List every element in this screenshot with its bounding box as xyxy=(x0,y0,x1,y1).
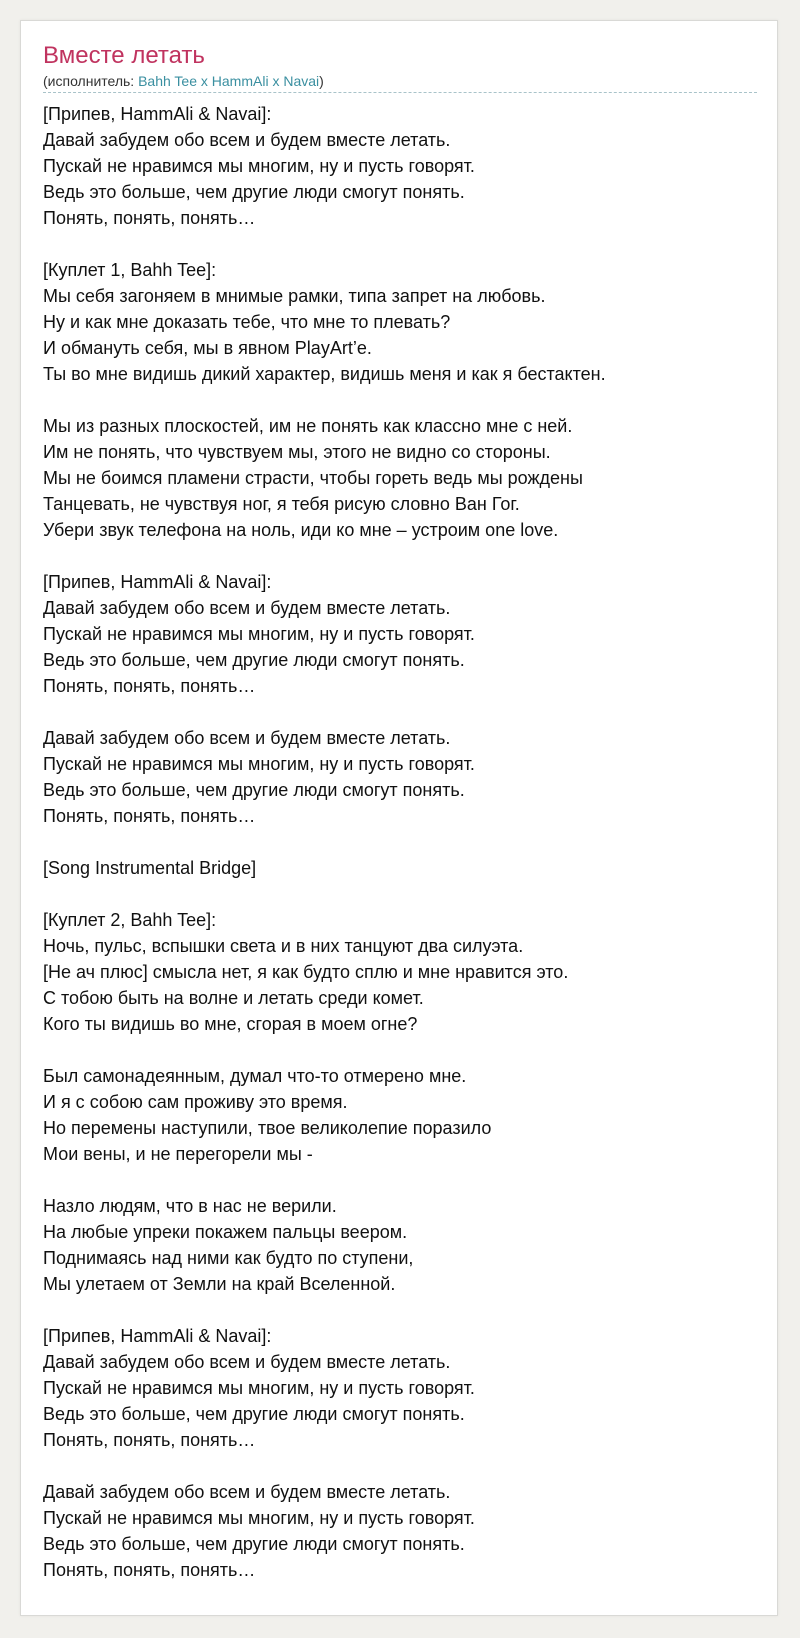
lyrics-line: На любые упреки покажем пальцы веером. xyxy=(43,1222,408,1242)
lyrics-stanza xyxy=(43,1193,757,1297)
lyrics-line: [Куплет 2, Bahh Tee]: xyxy=(43,910,217,930)
lyrics-line: Убери звук телефона на ноль, иди ко мне – устроим one love. xyxy=(43,520,559,540)
lyrics-line: Ведь это больше, чем другие люди смогут понять. xyxy=(43,780,465,800)
lyrics-line: С тобою быть на волне и летать среди комет. xyxy=(43,988,424,1008)
lyrics-stanza xyxy=(43,1063,757,1167)
lyrics-line: Им не понять, что чувствуем мы, этого не видно со стороны. xyxy=(43,442,551,462)
lyrics-line: [Припев, HammAli & Navai]: xyxy=(43,104,272,124)
lyrics-line: И обмануть себя, мы в явном PlayArt’e. xyxy=(43,338,372,358)
lyrics-line: Давай забудем обо всем и будем вместе летать. xyxy=(43,1482,451,1502)
lyrics-line: Мы себя загоняем в мнимые рамки, типа запрет на любовь. xyxy=(43,286,546,306)
lyrics-stanza xyxy=(43,413,757,543)
lyrics-line: [Припев, HammAli & Navai]: xyxy=(43,1326,272,1346)
lyrics-body xyxy=(43,101,757,1583)
lyrics-stanza xyxy=(43,855,757,881)
artist-prefix: (исполнитель: xyxy=(43,73,139,89)
lyrics-line: Ну и как мне доказать тебе, что мне то плевать? xyxy=(43,312,451,332)
lyrics-line: [Song Instrumental Bridge] xyxy=(43,858,257,878)
lyrics-line: Давай забудем обо всем и будем вместе летать. xyxy=(43,598,451,618)
lyrics-stanza xyxy=(43,569,757,699)
lyrics-stanza xyxy=(43,1479,757,1583)
lyrics-stanza xyxy=(43,257,757,387)
lyrics-line: Давай забудем обо всем и будем вместе летать. xyxy=(43,130,451,150)
lyrics-line: Понять, понять, понять… xyxy=(43,806,256,826)
lyrics-line: Ведь это больше, чем другие люди смогут понять. xyxy=(43,182,465,202)
lyrics-line: Пускай не нравимся мы многим, ну и пусть говорят. xyxy=(43,1378,475,1398)
artist-link[interactable]: Bahh Tee x HammAli x Navai xyxy=(138,73,320,89)
lyrics-line: Кого ты видишь во мне, сгорая в моем огне? xyxy=(43,1014,418,1034)
lyrics-line: Назло людям, что в нас не верили. xyxy=(43,1196,337,1216)
lyrics-line: Давай забудем обо всем и будем вместе летать. xyxy=(43,728,451,748)
lyrics-line: [Куплет 1, Bahh Tee]: xyxy=(43,260,217,280)
lyrics-line: Понять, понять, понять… xyxy=(43,208,256,228)
lyrics-line: [Не ач плюс] смысла нет, я как будто сплю и мне нравится это. xyxy=(43,962,569,982)
artist-line xyxy=(43,72,757,93)
lyrics-line: Пускай не нравимся мы многим, ну и пусть говорят. xyxy=(43,754,475,774)
song-title: Вместе летать xyxy=(43,42,205,69)
lyrics-stanza xyxy=(43,1323,757,1453)
lyrics-line: Поднимаясь над ними как будто по ступени, xyxy=(43,1248,414,1268)
lyrics-line: Танцевать, не чувствуя ног, я тебя рисую словно Ван Гог. xyxy=(43,494,520,514)
lyrics-line: Пускай не нравимся мы многим, ну и пусть говорят. xyxy=(43,156,475,176)
lyrics-line: Ночь, пульс, вспышки света и в них танцуют два силуэта. xyxy=(43,936,524,956)
lyrics-line: Ты во мне видишь дикий характер, видишь меня и как я бестактен. xyxy=(43,364,606,384)
lyrics-line: Пускай не нравимся мы многим, ну и пусть говорят. xyxy=(43,1508,475,1528)
lyrics-line: Понять, понять, понять… xyxy=(43,1560,256,1580)
lyrics-line: Мы не боимся пламени страсти, чтобы гореть ведь мы рождены xyxy=(43,468,583,488)
lyrics-line: Мы улетаем от Земли на край Вселенной. xyxy=(43,1274,396,1294)
lyrics-line: Ведь это больше, чем другие люди смогут понять. xyxy=(43,650,465,670)
lyrics-stanza xyxy=(43,725,757,829)
lyrics-line: Давай забудем обо всем и будем вместе летать. xyxy=(43,1352,451,1372)
lyrics-stanza xyxy=(43,101,757,231)
lyrics-line: Понять, понять, понять… xyxy=(43,676,256,696)
lyrics-stanza xyxy=(43,907,757,1037)
artist-suffix: ) xyxy=(319,73,324,89)
lyrics-line: Ведь это больше, чем другие люди смогут понять. xyxy=(43,1404,465,1424)
lyrics-line: Мои вены, и не перегорели мы - xyxy=(43,1144,313,1164)
lyrics-line: Пускай не нравимся мы многим, ну и пусть говорят. xyxy=(43,624,475,644)
lyrics-line: Но перемены наступили, твое великолепие поразило xyxy=(43,1118,492,1138)
lyrics-line: И я с собою сам проживу это время. xyxy=(43,1092,348,1112)
lyrics-line: Понять, понять, понять… xyxy=(43,1430,256,1450)
lyrics-card xyxy=(20,20,778,1616)
lyrics-line: Мы из разных плоскостей, им не понять как классно мне с ней. xyxy=(43,416,573,436)
lyrics-line: [Припев, HammAli & Navai]: xyxy=(43,572,272,592)
lyrics-line: Ведь это больше, чем другие люди смогут понять. xyxy=(43,1534,465,1554)
lyrics-line: Был самонадеянным, думал что-то отмерено мне. xyxy=(43,1066,467,1086)
